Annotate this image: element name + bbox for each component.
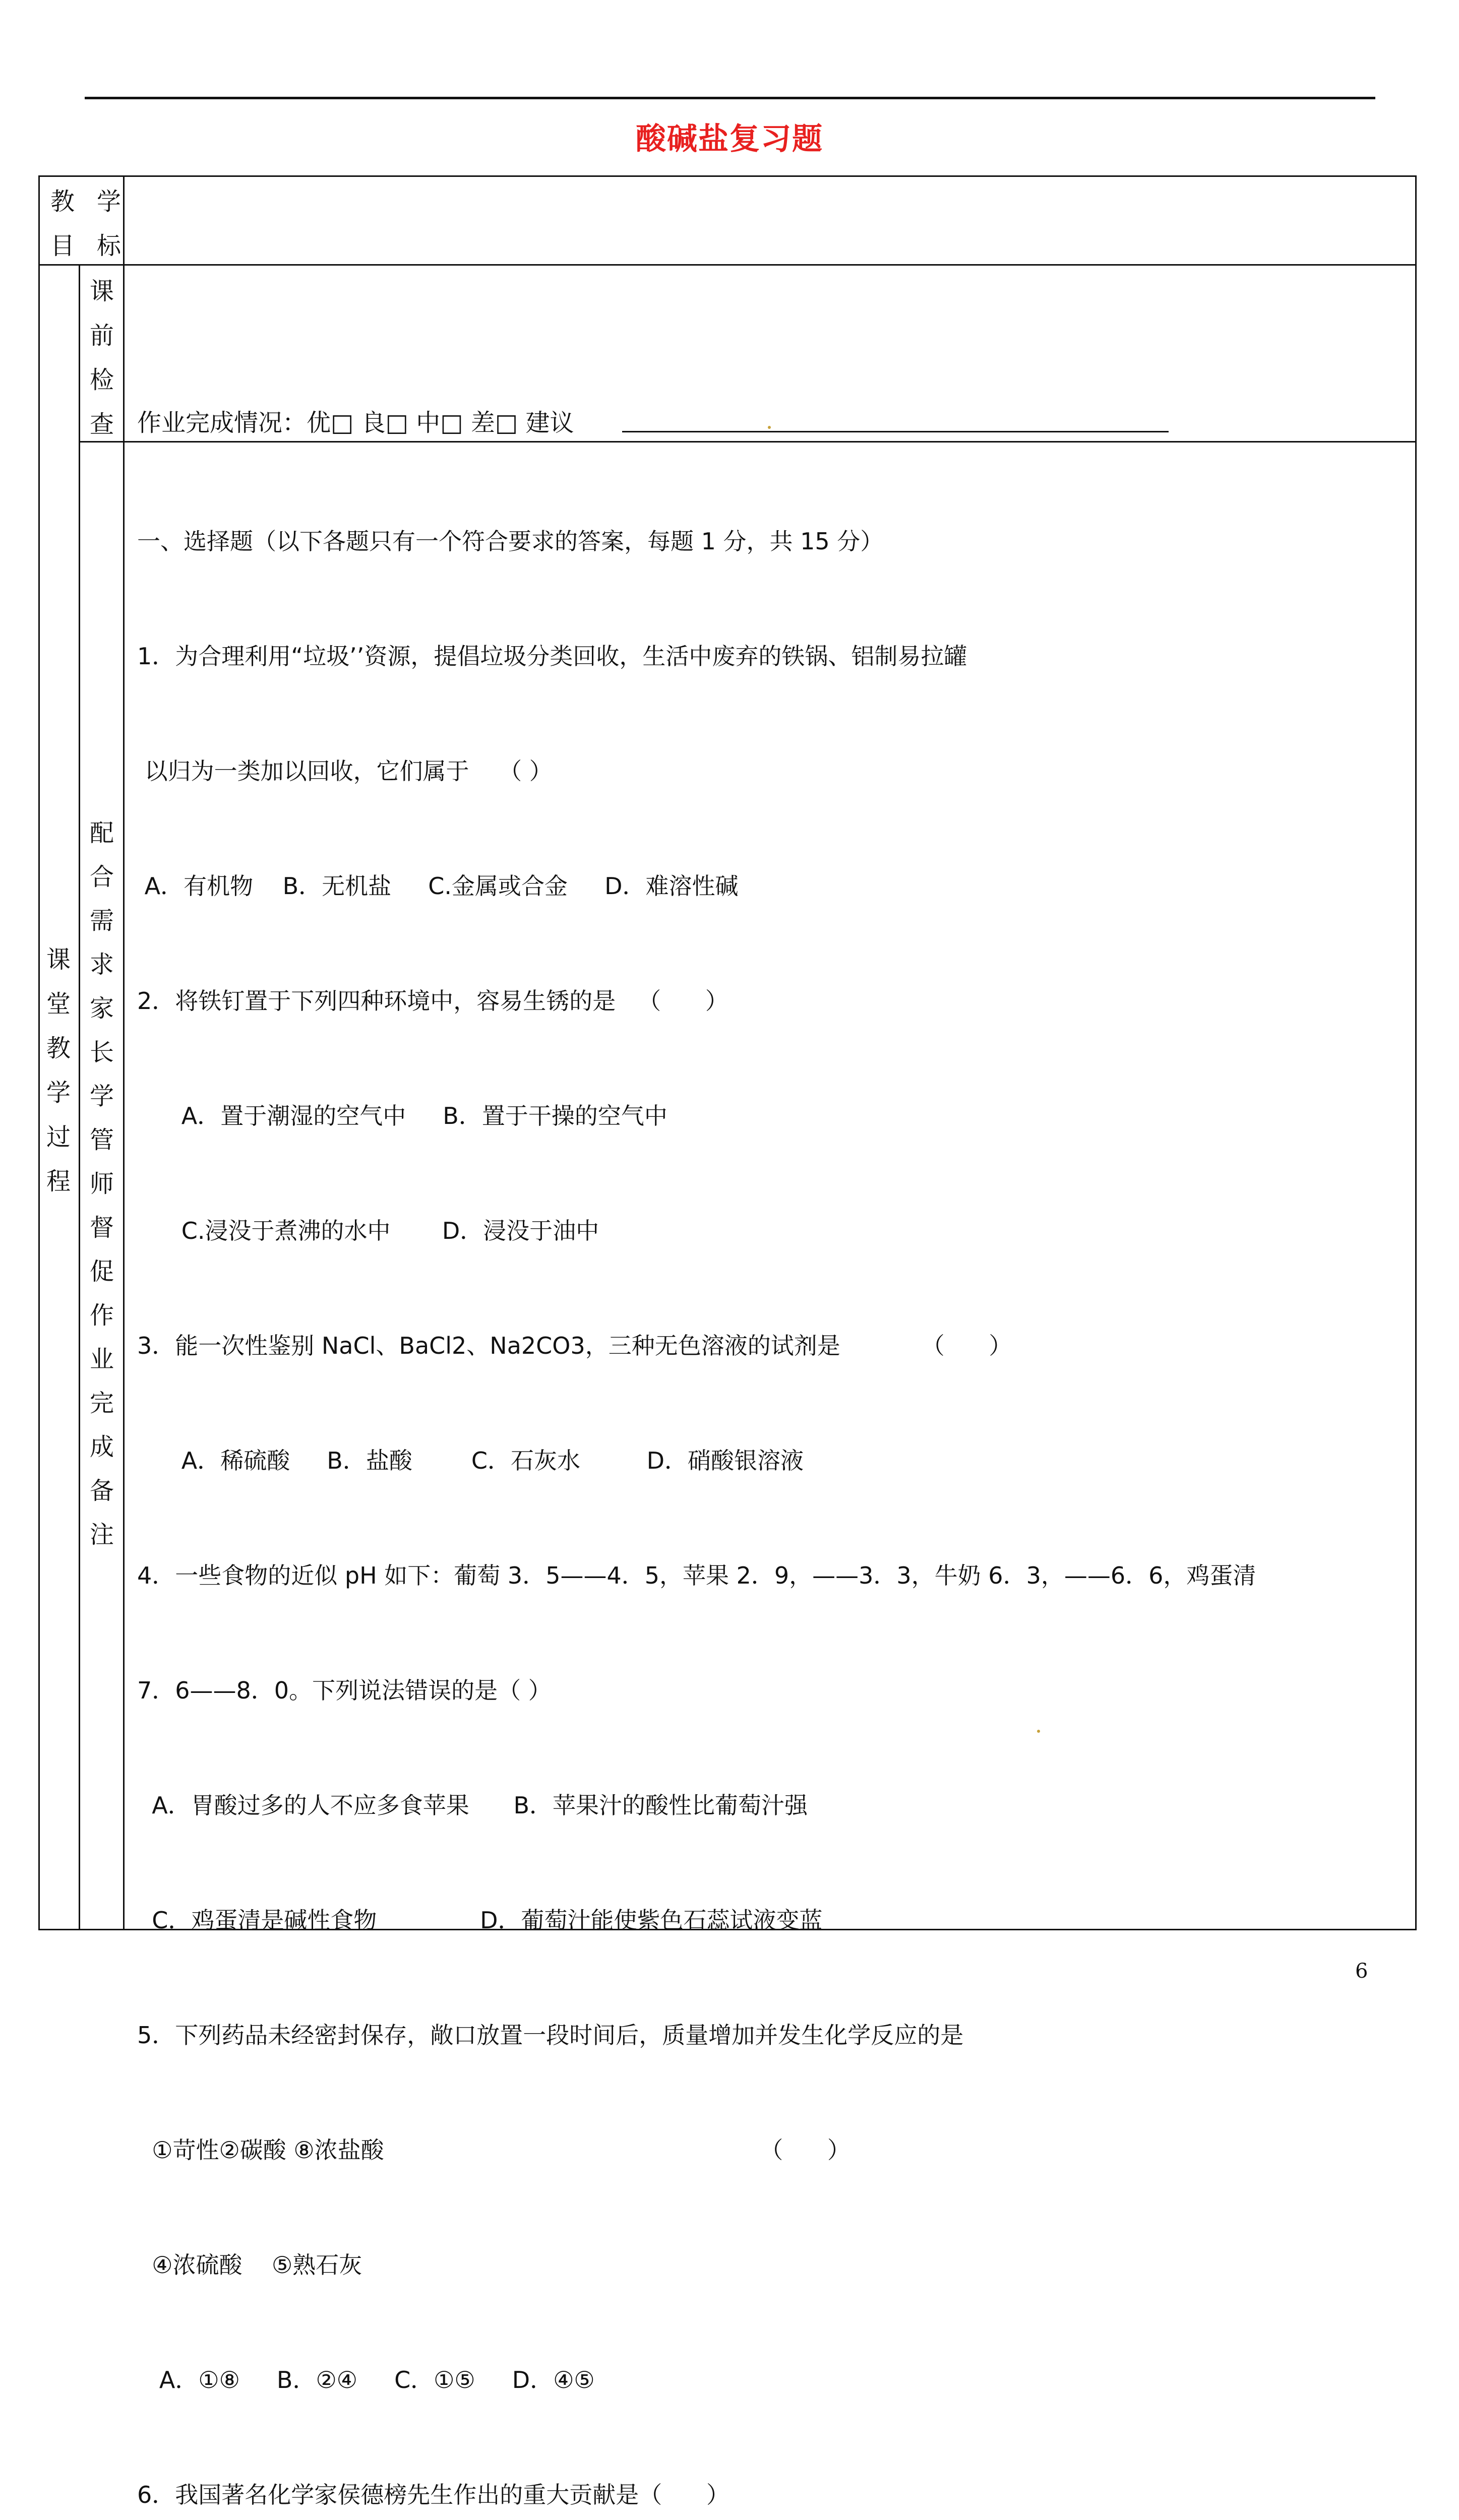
- question-line: 7．6——8．0。下列说法错误的是（ ）: [137, 1677, 552, 1704]
- parent-note-char: 业: [89, 1345, 114, 1373]
- answer-options: A．稀硫酸 B．盐酸 C．石灰水 D．硝酸银溶液: [137, 1447, 804, 1474]
- row-divider-2: [79, 441, 1417, 443]
- header-rule: [85, 97, 1375, 99]
- parent-note-char: 师: [89, 1170, 114, 1198]
- parent-note-char: 成: [89, 1433, 114, 1461]
- process-char: 学: [46, 1079, 71, 1107]
- answer-options: A．置于潮湿的空气中 B．置于干操的空气中: [137, 1102, 667, 1129]
- question-line: 3．能一次性鉴别 NaCl、BaCl2、Na2CO3，三种无色溶液的试剂是 （ ）: [137, 1332, 1012, 1359]
- parent-note-char: 需: [89, 907, 114, 935]
- precheck-char: 检: [89, 366, 114, 394]
- precheck-char: 前: [89, 322, 114, 350]
- question-line: ①苛性②碳酸 ⑧浓盐酸 （ ）: [137, 2136, 851, 2164]
- col-divider-a: [79, 264, 80, 1930]
- question-line: ④浓硫酸 ⑤熟石灰: [137, 2251, 362, 2279]
- precheck-label: [81, 269, 123, 447]
- question-list: [137, 446, 1408, 2520]
- objectives-char: 标: [96, 232, 121, 260]
- parent-note-char: 配: [89, 819, 114, 847]
- question-line: 2．将铁钉置于下列四种环境中，容易生锈的是 （ ）: [137, 987, 728, 1015]
- objectives-label: [50, 179, 121, 268]
- answer-options: A．有机物 B．无机盐 C.金属或合金 D．难溶性碱: [137, 872, 739, 900]
- parent-note-char: 家: [89, 994, 114, 1023]
- parent-note-char: 作: [89, 1301, 114, 1330]
- homework-status: 作业完成情况：优□ 良□ 中□ 差□ 建议: [137, 409, 574, 437]
- objectives-char: 目: [50, 232, 75, 260]
- process-label: [38, 937, 79, 1204]
- answer-options: A．①⑧ B．②④ C．①⑤ D．④⑤: [137, 2366, 595, 2393]
- answer-options: C.浸没于煮沸的水中 D．浸没于油中: [137, 1217, 599, 1244]
- parent-note-char: 备: [89, 1477, 114, 1505]
- process-char: 教: [46, 1034, 71, 1062]
- stray-mark: [768, 426, 771, 429]
- section-heading: 一、选择题（以下各题只有一个符合要求的答案，每题 1 分，共 15 分）: [137, 528, 884, 555]
- question-line: 1．为合理利用“垃圾’’资源，提倡垃圾分类回收，生活中废弃的铁锅、铝制易拉罐: [137, 643, 967, 670]
- process-char: 过: [46, 1123, 71, 1151]
- parent-note-char: 促: [89, 1257, 114, 1286]
- question-line: 以归为一类加以回收，它们属于 （ ）: [137, 758, 553, 785]
- question-line: 5．下列药品未经密封保存，敞口放置一段时间后，质量增加并发生化学反应的是: [137, 2022, 964, 2049]
- answer-options: C．鸡蛋清是碱性食物 D．葡萄汁能使紫色石蕊试液变蓝: [137, 1907, 823, 1934]
- col-divider-b: [123, 175, 125, 1930]
- precheck-char: 查: [89, 410, 114, 438]
- suggestion-underline: [622, 431, 1169, 432]
- question-line: 4．一些食物的近似 pH 如下：葡萄 3．5——4．5，苹果 2．9，——3．3，牛奶 6．3，——6．6，鸡蛋清: [137, 1562, 1256, 1589]
- row-divider-1: [38, 264, 1417, 266]
- precheck-char: 课: [89, 277, 114, 305]
- parent-note-char: 督: [89, 1214, 114, 1242]
- page-title: 酸碱盐复习题: [636, 121, 823, 157]
- parent-note-char: 求: [89, 951, 114, 979]
- parent-note-char: 长: [89, 1038, 114, 1066]
- parent-note-char: 完: [89, 1389, 114, 1417]
- parent-note-label: [81, 811, 123, 1557]
- objectives-char: 教: [50, 187, 75, 216]
- parent-note-char: 学: [89, 1082, 114, 1110]
- objectives-char: 学: [96, 187, 121, 216]
- stray-mark: [1037, 1730, 1040, 1733]
- parent-note-char: 注: [89, 1521, 114, 1549]
- question-line: 6．我国著名化学家侯德榜先生作出的重大贡献是（ ）: [137, 2481, 730, 2508]
- answer-options: A．胃酸过多的人不应多食苹果 B．苹果汁的酸性比葡萄汁强: [137, 1792, 808, 1819]
- parent-note-char: 管: [89, 1126, 114, 1154]
- process-char: 程: [46, 1167, 71, 1195]
- page-number: 6: [1355, 1960, 1368, 1983]
- process-char: 堂: [46, 990, 71, 1018]
- process-char: 课: [46, 946, 71, 974]
- parent-note-char: 合: [89, 863, 114, 891]
